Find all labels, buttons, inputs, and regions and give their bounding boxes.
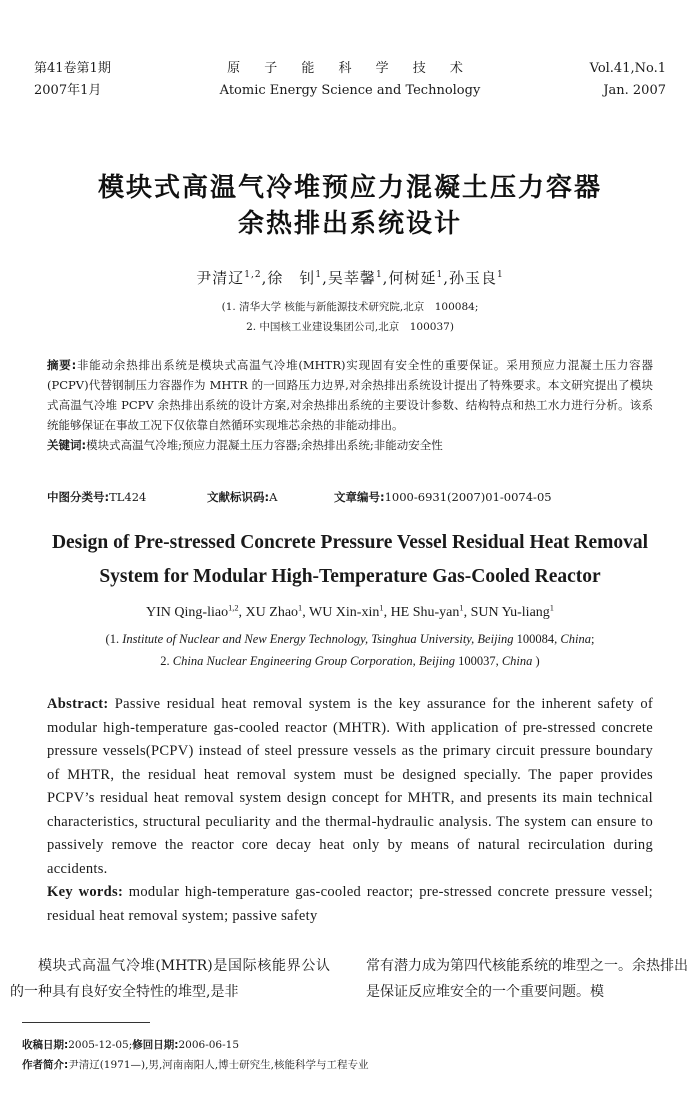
journal-name-cn: 原 子 能 科 学 技 术	[227, 61, 473, 76]
en-affiliations	[0, 628, 700, 672]
en-abstract-label: Abstract:	[47, 696, 109, 712]
journal-header	[34, 58, 666, 102]
en-author: SUN Yu-liang$^1$	[470, 603, 554, 620]
cn-affiliation-1: (1. 清华大学 核能与新能源技术研究院,北京 100084;	[221, 301, 479, 313]
cn-title-line1: 模块式高温气冷堆预应力混凝土压力容器	[97, 173, 602, 203]
cn-title-line2: 余热排出系统设计	[237, 209, 462, 239]
clc-number: 中图分类号:TL424	[47, 490, 147, 504]
cn-keywords-label: 关键词:	[47, 438, 87, 452]
en-title	[0, 526, 700, 594]
en-keywords	[47, 881, 653, 928]
en-abstract	[47, 693, 653, 928]
en-affiliation-2: 2. China Nuclear Engineering Group Corporation, Beijing 100037, China )	[160, 654, 540, 668]
en-authors: YIN Qing-liao$^{1,2}$, XU Zhao$^1$, WU Xin-xin$^1$, HE Shu-yan$^1$, SUN Yu-liang$^1$	[146, 603, 554, 620]
en-keywords-label: Key words:	[47, 884, 124, 900]
cn-author: 尹清辽$^{1,2}$	[196, 269, 262, 287]
volume-issue: 第41卷第1期	[34, 61, 111, 76]
en-author: WU Xin-xin$^1$	[308, 603, 384, 620]
cn-abstract-label: 摘要:	[47, 358, 77, 372]
document-code: 文献标识码:A	[207, 490, 278, 504]
en-title-line2: System for Modular High-Temperature Gas-Cooled Reactor	[99, 566, 601, 587]
cn-affiliation-2: 2. 中国核工业建设集团公司,北京 100037)	[246, 321, 454, 333]
cn-title	[0, 170, 700, 242]
en-affiliation-1: (1. Institute of Nuclear and New Energy Technology, Tsinghua University, Beijing 100084, China;	[105, 632, 595, 646]
body-column-left: 模块式高温气冷堆(MHTR)是国际核能界公认的一种具有良好安全特性的堆型,是非	[10, 958, 330, 1000]
body-column-right: 常有潜力成为第四代核能系统的堆型之一。余热排出是保证反应堆安全的一个重要问题。模	[366, 958, 688, 1000]
footnote-author-bio: 作者简介:尹清辽(1971—),男,河南南阳人,博士研究生,核能科学与工程专业	[22, 1059, 369, 1071]
en-keywords-text: modular high-temperature gas-cooled reactor; pre-stressed concrete pressure vessel; residual heat removal system; passive safety	[47, 884, 653, 924]
journal-name	[34, 58, 666, 102]
article-number: 文章编号:1000-6931(2007)01-0074-05	[334, 490, 552, 504]
cn-abstract	[47, 355, 653, 455]
journal-name-en: Atomic Energy Science and Technology	[219, 83, 481, 98]
en-author: HE Shu-yan$^1$	[390, 603, 464, 620]
en-author: XU Zhao$^1$	[245, 603, 303, 620]
publication-date: 2007年1月	[34, 83, 102, 98]
en-author: YIN Qing-liao$^{1,2}$	[146, 603, 239, 620]
en-abstract-text: Passive residual heat removal system is the key assurance for the inherent safety of modular high-temperature gas-cooled reactor (MHTR). With application of pre-stressed concrete pressure vessels(PCPV) instead of steel pressure vessels as the primary circuit pressure boundary of MHTR, the residual heat removal system must be designed specially. The paper provides PCPV’s residual heat removal system design concept for MHTR, and presents its main technical characteristics, structural peculiarity and the thermal-hydraulic analysis. The system can ensure to passively remove the reactor core decay heat only by means of natural recirculation during accidents.	[47, 696, 653, 877]
cn-author: 吴莘馨$^1$	[327, 269, 383, 287]
cn-author: 孙玉良$^1$	[448, 269, 504, 287]
cn-author: 徐 钊$^1$	[267, 269, 323, 287]
cn-authors: 尹清辽$^{1,2}$,徐 钊$^1$,吴莘馨$^1$,何树延$^1$,孙玉良$^1$	[196, 269, 504, 287]
footnote-dates: 收稿日期:2005-12-05;修回日期:2006-06-15	[22, 1039, 240, 1051]
en-title-line1: Design of Pre-stressed Concrete Pressure Vessel Residual Heat Removal	[51, 532, 649, 553]
volume-info-en	[590, 58, 666, 102]
cn-keywords-text: 模块式高温气冷堆;预应力混凝土压力容器;余热排出系统;非能动安全性	[86, 438, 443, 452]
cn-abstract-text: 非能动余热排出系统是模块式高温气冷堆(MHTR)实现固有安全性的重要保证。采用预应力混凝土压力容器(PCPV)代替钢制压力容器作为 MHTR 的一回路压力边界,对余热排出系统设计提出了特殊要求。本文研究提出了模块式高温气冷堆 PCPV 余热排出系统的设计方案,对余热排出系统的主要设计参数、结构特点和热工水力进行分析。该系统能够保证在事故工况下仅依靠自然循环实现堆芯余热的非能动排出。	[47, 358, 653, 432]
cn-keywords	[47, 435, 653, 455]
cn-author: 何树延$^1$	[388, 269, 444, 287]
footnote-divider	[22, 1022, 150, 1023]
cn-affiliations	[0, 297, 700, 337]
volume-issue-en: Vol.41,No.1	[589, 61, 666, 76]
publication-date-en: Jan. 2007	[603, 83, 666, 98]
